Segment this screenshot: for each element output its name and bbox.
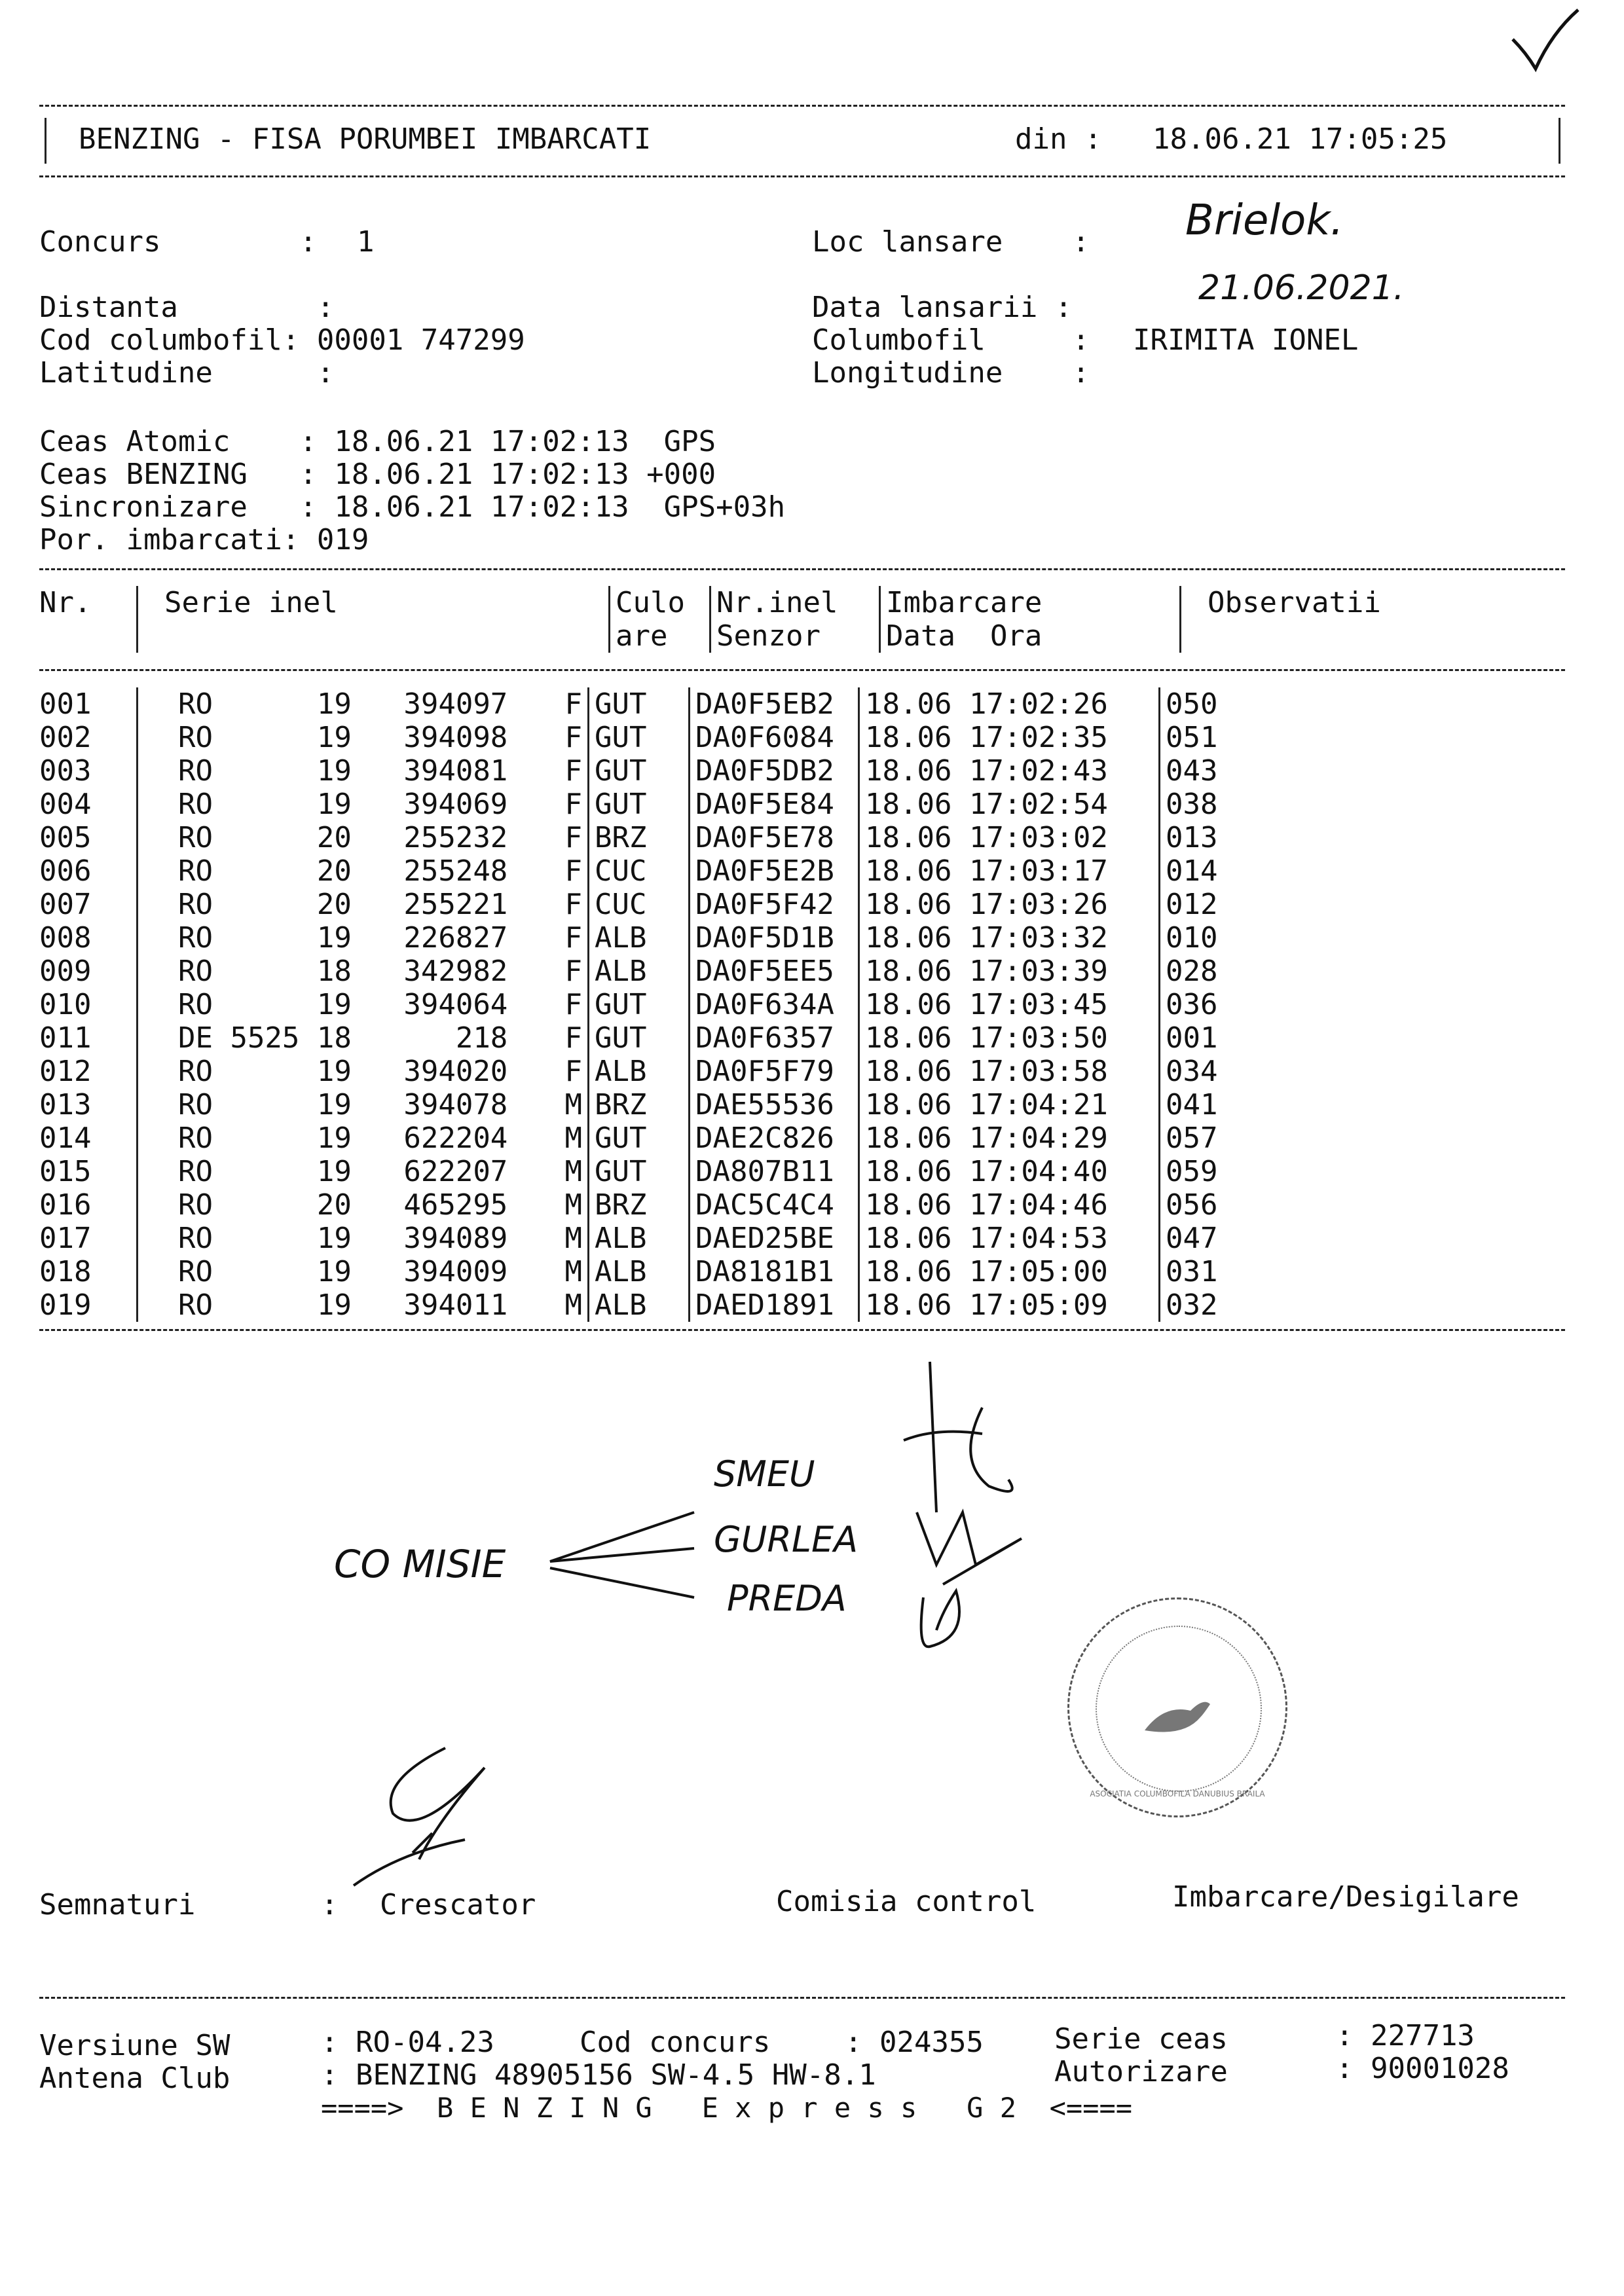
header-imbarcare-2: Data Ora <box>880 619 1181 653</box>
row-senzor: DA0F5E2B <box>690 854 859 888</box>
row-culoare: ALB <box>589 1288 690 1322</box>
row-observatii: 036 <box>1166 988 1218 1021</box>
check-mark-icon <box>1506 7 1585 79</box>
imbarcare-desigilare-label: Imbarcare/Desigilare <box>1172 1880 1519 1914</box>
row-nr: 006 <box>39 854 138 888</box>
row-observatii: 041 <box>1166 1088 1218 1121</box>
row-observatii: 032 <box>1166 1288 1218 1322</box>
club-seal <box>1067 1597 1287 1817</box>
row-serie-inel <box>138 955 589 988</box>
row-senzor: DAE55536 <box>690 1088 859 1121</box>
row-sex: F <box>564 988 582 1021</box>
ceas-benzing-line: Ceas BENZING : 18.06.21 17:02:13 +000 <box>39 458 716 491</box>
row-nr: 014 <box>39 1121 138 1155</box>
row-observatii: 031 <box>1166 1255 1218 1288</box>
row-imbarcare: 18.06 17:03:58 <box>859 1055 1160 1088</box>
row-serie-inel <box>138 1155 589 1188</box>
row-serie-inel <box>138 1222 589 1255</box>
row-nr: 015 <box>39 1155 138 1188</box>
concurs-label: Concurs : <box>39 225 317 259</box>
concurs-value: 1 <box>357 225 375 259</box>
row-culoare: GUT <box>589 988 690 1021</box>
row-imbarcare: 18.06 17:02:35 <box>859 721 1160 754</box>
row-sex: M <box>564 1255 582 1288</box>
porumbei-imbarcati-line: Por. imbarcati: 019 <box>39 523 369 556</box>
loc-lansare-value: Brielok. <box>1185 196 1344 245</box>
row-sex: F <box>564 921 582 955</box>
row-culoare: BRZ <box>589 1088 690 1121</box>
row-imbarcare: 18.06 17:03:26 <box>859 888 1160 921</box>
table-row <box>39 754 1564 788</box>
ceas-atomic-line: Ceas Atomic : 18.06.21 17:02:13 GPS <box>39 425 716 458</box>
row-nr: 019 <box>39 1288 138 1322</box>
row-senzor: DA0F5EE5 <box>690 955 859 988</box>
row-imbarcare: 18.06 17:04:53 <box>859 1222 1160 1255</box>
row-sex: F <box>564 888 582 921</box>
table-header <box>39 586 1606 653</box>
row-nr: 018 <box>39 1255 138 1288</box>
table-row <box>39 1121 1564 1155</box>
row-sex: F <box>564 955 582 988</box>
row-nr: 013 <box>39 1088 138 1121</box>
header-date-label: din : <box>1015 122 1102 156</box>
row-imbarcare: 18.06 17:02:54 <box>859 788 1160 821</box>
seal-text: ASOCIATIA COLUMBOFILA DANUBIUS BRAILA <box>1090 1789 1265 1798</box>
longitudine-label: Longitudine : <box>812 356 1090 390</box>
row-senzor: DA0F5DB2 <box>690 754 859 788</box>
row-senzor: DA0F5EB2 <box>690 687 859 721</box>
table-header-rule <box>39 669 1565 671</box>
row-imbarcare: 18.06 17:03:50 <box>859 1021 1160 1055</box>
autorizare-label: Autorizare <box>1054 2055 1228 2088</box>
row-nr: 008 <box>39 921 138 955</box>
row-senzor: DAC5C4C4 <box>690 1188 859 1222</box>
row-observatii: 051 <box>1166 721 1218 754</box>
row-culoare: GUT <box>589 788 690 821</box>
table-row <box>39 1222 1564 1255</box>
benzing-express-banner: ====> B E N Z I N G E x p r e s s G 2 <==== <box>321 2092 1133 2124</box>
row-culoare: GUT <box>589 1021 690 1055</box>
row-senzor: DA0F5F79 <box>690 1055 859 1088</box>
row-culoare: CUC <box>589 888 690 921</box>
row-sex: M <box>564 1155 582 1188</box>
row-sex: F <box>564 687 582 721</box>
header-serie: Serie inel <box>138 586 610 619</box>
row-ring-number: DE 5525 18 218 <box>143 1021 508 1055</box>
row-nr: 017 <box>39 1222 138 1255</box>
row-imbarcare: 18.06 17:05:00 <box>859 1255 1160 1288</box>
crescator-label: Crescator <box>380 1888 536 1922</box>
columbofil-value: IRIMITA IONEL <box>1133 323 1359 357</box>
row-observatii: 014 <box>1166 854 1218 888</box>
crescator-signature-icon <box>341 1741 524 1892</box>
row-sex: M <box>564 1222 582 1255</box>
table-row <box>39 1288 1564 1322</box>
row-imbarcare: 18.06 17:04:40 <box>859 1155 1160 1188</box>
row-serie-inel <box>138 1021 589 1055</box>
table-row <box>39 1021 1564 1055</box>
row-ring-number: RO 19 394011 <box>143 1288 508 1322</box>
row-ring-number: RO 19 394097 <box>143 687 508 721</box>
row-nr: 011 <box>39 1021 138 1055</box>
data-lansarii-label: Data lansarii : <box>812 291 1073 324</box>
row-serie-inel <box>138 821 589 854</box>
header-culoare-1: Culo <box>610 586 710 619</box>
cod-columbofil: Cod columbofil: 00001 747299 <box>39 323 525 357</box>
row-imbarcare: 18.06 17:02:43 <box>859 754 1160 788</box>
table-row <box>39 721 1564 754</box>
row-ring-number: RO 18 342982 <box>143 955 508 988</box>
row-culoare: ALB <box>589 1222 690 1255</box>
table-row <box>39 921 1564 955</box>
row-culoare: ALB <box>589 1055 690 1088</box>
autorizare-value: : 90001028 <box>1336 2052 1509 2085</box>
footer-rule <box>39 1997 1565 1999</box>
sincronizare-line: Sincronizare : 18.06.21 17:02:13 GPS+03h <box>39 490 786 524</box>
header-imbarcare-1: Imbarcare <box>880 586 1181 619</box>
row-culoare: BRZ <box>589 821 690 854</box>
row-senzor: DAED1891 <box>690 1288 859 1322</box>
table-row <box>39 1088 1564 1121</box>
columbofil-label: Columbofil : <box>812 323 1090 357</box>
row-sex: F <box>564 854 582 888</box>
commission-name-2: GURLEA <box>714 1519 858 1560</box>
row-serie-inel <box>138 1088 589 1121</box>
row-observatii: 056 <box>1166 1188 1218 1222</box>
row-observatii: 057 <box>1166 1121 1218 1155</box>
commission-name-3: PREDA <box>727 1578 847 1619</box>
serie-ceas-label: Serie ceas <box>1054 2022 1228 2056</box>
row-serie-inel <box>138 721 589 754</box>
row-ring-number: RO 19 394009 <box>143 1255 508 1288</box>
table-row <box>39 988 1564 1021</box>
row-senzor: DAE2C826 <box>690 1121 859 1155</box>
row-culoare: GUT <box>589 1155 690 1188</box>
row-ring-number: RO 20 255232 <box>143 821 508 854</box>
row-senzor: DA8181B1 <box>690 1255 859 1288</box>
row-ring-number: RO 19 394089 <box>143 1222 508 1255</box>
row-serie-inel <box>138 988 589 1021</box>
row-senzor: DA0F634A <box>690 988 859 1021</box>
header-nr: Nr. <box>39 586 138 619</box>
table-row <box>39 1155 1564 1188</box>
row-ring-number: RO 19 622207 <box>143 1155 508 1188</box>
antena-club-label: Antena Club <box>39 2062 231 2095</box>
semnaturi-sep: : <box>321 1888 339 1922</box>
row-serie-inel <box>138 1255 589 1288</box>
row-ring-number: RO 19 394098 <box>143 721 508 754</box>
row-senzor: DA0F6084 <box>690 721 859 754</box>
row-sex: F <box>564 788 582 821</box>
comisie-bracket-icon <box>544 1499 701 1611</box>
header-observatii: Observatii <box>1208 586 1381 619</box>
row-nr: 005 <box>39 821 138 854</box>
loc-lansare-label: Loc lansare : <box>812 225 1090 259</box>
row-ring-number: RO 20 465295 <box>143 1188 508 1222</box>
row-ring-number: RO 19 394069 <box>143 788 508 821</box>
row-ring-number: RO 19 394078 <box>143 1088 508 1121</box>
table-row <box>39 888 1564 921</box>
row-nr: 010 <box>39 988 138 1021</box>
row-serie-inel <box>138 1188 589 1222</box>
row-culoare: CUC <box>589 854 690 888</box>
row-ring-number: RO 20 255221 <box>143 888 508 921</box>
data-lansarii-value: 21.06.2021. <box>1198 268 1405 308</box>
row-sex: F <box>564 721 582 754</box>
row-ring-number: RO 19 394020 <box>143 1055 508 1088</box>
table-row <box>39 955 1564 988</box>
row-nr: 003 <box>39 754 138 788</box>
row-imbarcare: 18.06 17:03:45 <box>859 988 1160 1021</box>
row-culoare: GUT <box>589 721 690 754</box>
row-observatii: 047 <box>1166 1222 1218 1255</box>
row-culoare: ALB <box>589 921 690 955</box>
row-imbarcare: 18.06 17:03:17 <box>859 854 1160 888</box>
comisie-handwriting: CO MISIE <box>334 1542 506 1586</box>
row-imbarcare: 18.06 17:05:09 <box>859 1288 1160 1322</box>
table-row <box>39 1188 1564 1222</box>
row-senzor: DA0F5E78 <box>690 821 859 854</box>
row-ring-number: RO 19 622204 <box>143 1121 508 1155</box>
table-row <box>39 854 1564 888</box>
row-sex: F <box>564 1055 582 1088</box>
antena-club-value: : BENZING 48905156 SW-4.5 HW-8.1 <box>321 2058 876 2092</box>
row-sex: M <box>564 1188 582 1222</box>
pigeon-icon <box>1138 1685 1217 1743</box>
row-imbarcare: 18.06 17:03:39 <box>859 955 1160 988</box>
row-serie-inel <box>138 1055 589 1088</box>
row-nr: 016 <box>39 1188 138 1222</box>
row-serie-inel <box>138 788 589 821</box>
row-senzor: DA807B11 <box>690 1155 859 1188</box>
header-culoare-2: are <box>610 619 710 653</box>
row-ring-number: RO 19 394064 <box>143 988 508 1021</box>
row-serie-inel <box>138 854 589 888</box>
table-row <box>39 687 1564 721</box>
row-sex: M <box>564 1088 582 1121</box>
row-imbarcare: 18.06 17:04:46 <box>859 1188 1160 1222</box>
row-senzor: DA0F6357 <box>690 1021 859 1055</box>
row-senzor: DAED25BE <box>690 1222 859 1255</box>
row-nr: 004 <box>39 788 138 821</box>
row-serie-inel <box>138 921 589 955</box>
row-sex: M <box>564 1288 582 1322</box>
row-sex: F <box>564 754 582 788</box>
table-row <box>39 821 1564 854</box>
commission-signatures-icon <box>891 1349 1061 1656</box>
row-senzor: DA0F5F42 <box>690 888 859 921</box>
row-serie-inel <box>138 1121 589 1155</box>
row-observatii: 043 <box>1166 754 1218 788</box>
serie-ceas-value: : 227713 <box>1336 2019 1475 2052</box>
row-observatii: 050 <box>1166 687 1218 721</box>
table-top-rule <box>39 568 1565 570</box>
row-senzor: DA0F5D1B <box>690 921 859 955</box>
latitudine-label: Latitudine : <box>39 356 335 390</box>
row-imbarcare: 18.06 17:04:29 <box>859 1121 1160 1155</box>
row-imbarcare: 18.06 17:04:21 <box>859 1088 1160 1121</box>
header-nrinel-1: Nr.inel <box>710 586 880 619</box>
row-nr: 001 <box>39 687 138 721</box>
row-serie-inel <box>138 754 589 788</box>
cod-concurs-value: : 024355 <box>845 2026 984 2059</box>
table-row <box>39 788 1564 821</box>
row-nr: 009 <box>39 955 138 988</box>
semnaturi-label: Semnaturi <box>39 1888 196 1922</box>
row-ring-number: RO 19 226827 <box>143 921 508 955</box>
commission-name-1: SMEU <box>714 1453 815 1495</box>
row-observatii: 001 <box>1166 1021 1218 1055</box>
row-culoare: GUT <box>589 1121 690 1155</box>
row-sex: M <box>564 1121 582 1155</box>
header-date-value: 18.06.21 17:05:25 <box>1153 122 1448 156</box>
row-imbarcare: 18.06 17:02:26 <box>859 687 1160 721</box>
row-ring-number: RO 20 255248 <box>143 854 508 888</box>
row-observatii: 028 <box>1166 955 1218 988</box>
row-culoare: GUT <box>589 687 690 721</box>
row-observatii: 012 <box>1166 888 1218 921</box>
table-row <box>39 1055 1564 1088</box>
row-nr: 007 <box>39 888 138 921</box>
row-ring-number: RO 19 394081 <box>143 754 508 788</box>
row-imbarcare: 18.06 17:03:32 <box>859 921 1160 955</box>
versiune-sw-label: Versiune SW <box>39 2029 231 2062</box>
row-nr: 012 <box>39 1055 138 1088</box>
row-senzor: DA0F5E84 <box>690 788 859 821</box>
distanta-label: Distanta : <box>39 291 335 324</box>
cod-concurs-label: Cod concurs <box>580 2026 771 2059</box>
header-title: BENZING - FISA PORUMBEI IMBARCATI <box>79 122 652 156</box>
row-observatii: 034 <box>1166 1055 1218 1088</box>
row-observatii: 010 <box>1166 921 1218 955</box>
row-sex: F <box>564 1021 582 1055</box>
comisia-control-label: Comisia control <box>776 1885 1037 1918</box>
row-imbarcare: 18.06 17:03:02 <box>859 821 1160 854</box>
row-serie-inel <box>138 687 589 721</box>
row-culoare: BRZ <box>589 1188 690 1222</box>
header-box <box>39 105 1565 177</box>
row-observatii: 013 <box>1166 821 1218 854</box>
row-serie-inel <box>138 1288 589 1322</box>
row-sex: F <box>564 821 582 854</box>
row-observatii: 038 <box>1166 788 1218 821</box>
row-culoare: GUT <box>589 754 690 788</box>
pigeon-table <box>39 687 1564 1322</box>
row-serie-inel <box>138 888 589 921</box>
row-observatii: 059 <box>1166 1155 1218 1188</box>
row-culoare: ALB <box>589 955 690 988</box>
versiune-sw-value: : RO-04.23 <box>321 2026 494 2059</box>
table-row <box>39 1255 1564 1288</box>
row-nr: 002 <box>39 721 138 754</box>
header-nrinel-2: Senzor <box>710 619 880 653</box>
row-culoare: ALB <box>589 1255 690 1288</box>
table-bottom-rule <box>39 1329 1565 1331</box>
